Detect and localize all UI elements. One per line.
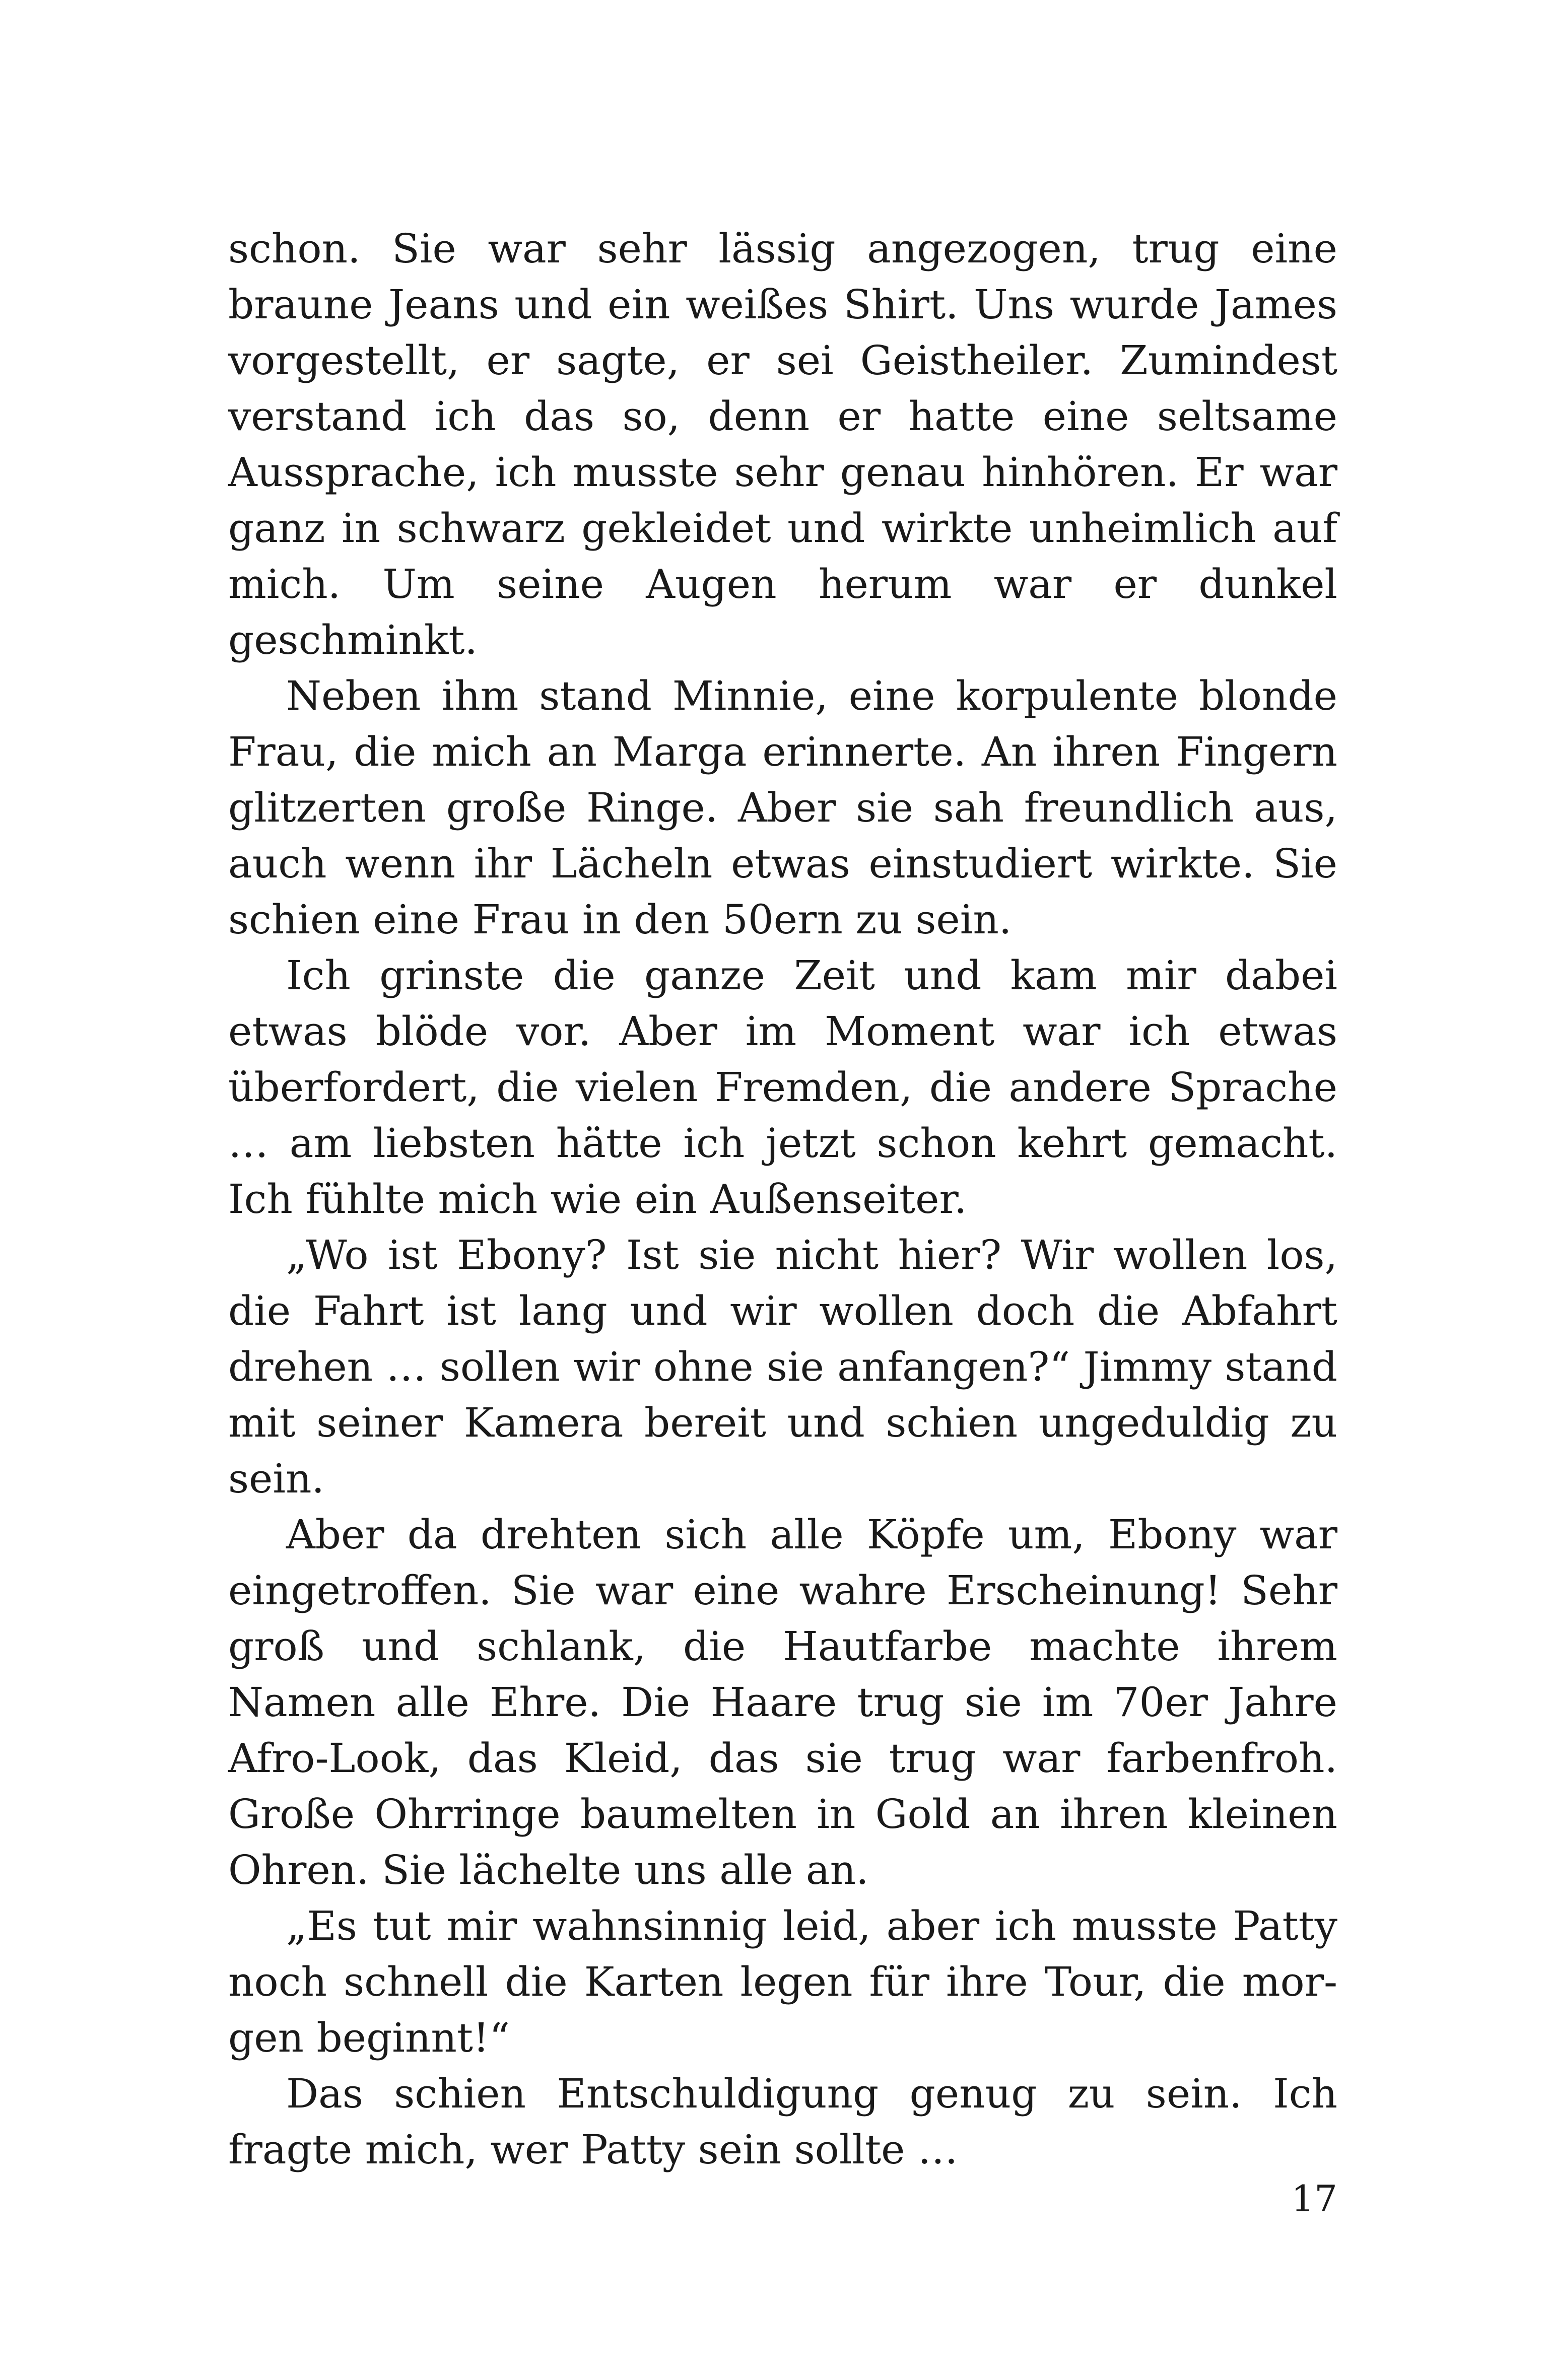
paragraph-4: „Wo ist Ebony? Ist sie nicht hier? Wir wollen los, die Fahrt ist lang und wir wollen doch die Abfahrt drehen … sollen wir ohne sie anfangen?“ Jimmy stand mit seiner Kamera bereit und schien ungeduldig zu sein.	[228, 1232, 1337, 1502]
paragraph-2: Neben ihm stand Minnie, eine korpulente blonde Frau, die mich an Marga erinnerte. An ihren Fingern glitzerten große Ringe. Aber sie sah freundlich aus, auch wenn ihr Lächeln etwas einstudiert wirkte. Sie schien eine Frau in den 50ern zu sein.	[228, 672, 1337, 943]
page-number: 17	[1291, 2178, 1337, 2220]
paragraph-3: Ich grinste die ganze Zeit und kam mir dabei etwas blöde vor. Aber im Moment war ich etwas überfordert, die vielen Fremden, die andere Sprache … am liebsten hätte ich jetzt schon kehrt gemacht. Ich fühlte mich wie ein Außenseiter.	[228, 952, 1337, 1222]
paragraph-6: „Es tut mir wahnsinnig leid, aber ich musste Patty noch schnell die Karten legen für ihre Tour, die morgen beginnt!“	[228, 1902, 1337, 2061]
paragraph-7: Das schien Entschuldigung genug zu sein. Ich fragte mich, wer Patty sein sollte …	[228, 2070, 1337, 2173]
body-text	[228, 221, 1337, 2178]
paragraph-5: Aber da drehten sich alle Köpfe um, Ebony war eingetroffen. Sie war eine wahre Erscheinung! Sehr groß und schlank, die Hautfarbe machte ihrem Namen alle Ehre. Die Haare trug sie im 70er Jahre Afro-Look, das Kleid, das sie trug war farbenfroh. Große Ohrringe baumelten in Gold an ihren kleinen Ohren. Sie lächelte uns alle an.	[228, 1511, 1337, 1893]
paragraph-1: schon. Sie war sehr lässig angezogen, trug eine braune Jeans und ein weißes Shirt. Uns wurde James vorgestellt, er sagte, er sei Geistheiler. Zumindest verstand ich das so, denn er hatte eine seltsame Aussprache, ich musste sehr genau hinhören. Er war ganz in schwarz gekleidet und wirkte unheimlich auf mich. Um seine Augen herum war er dunkel geschminkt.	[228, 225, 1337, 663]
